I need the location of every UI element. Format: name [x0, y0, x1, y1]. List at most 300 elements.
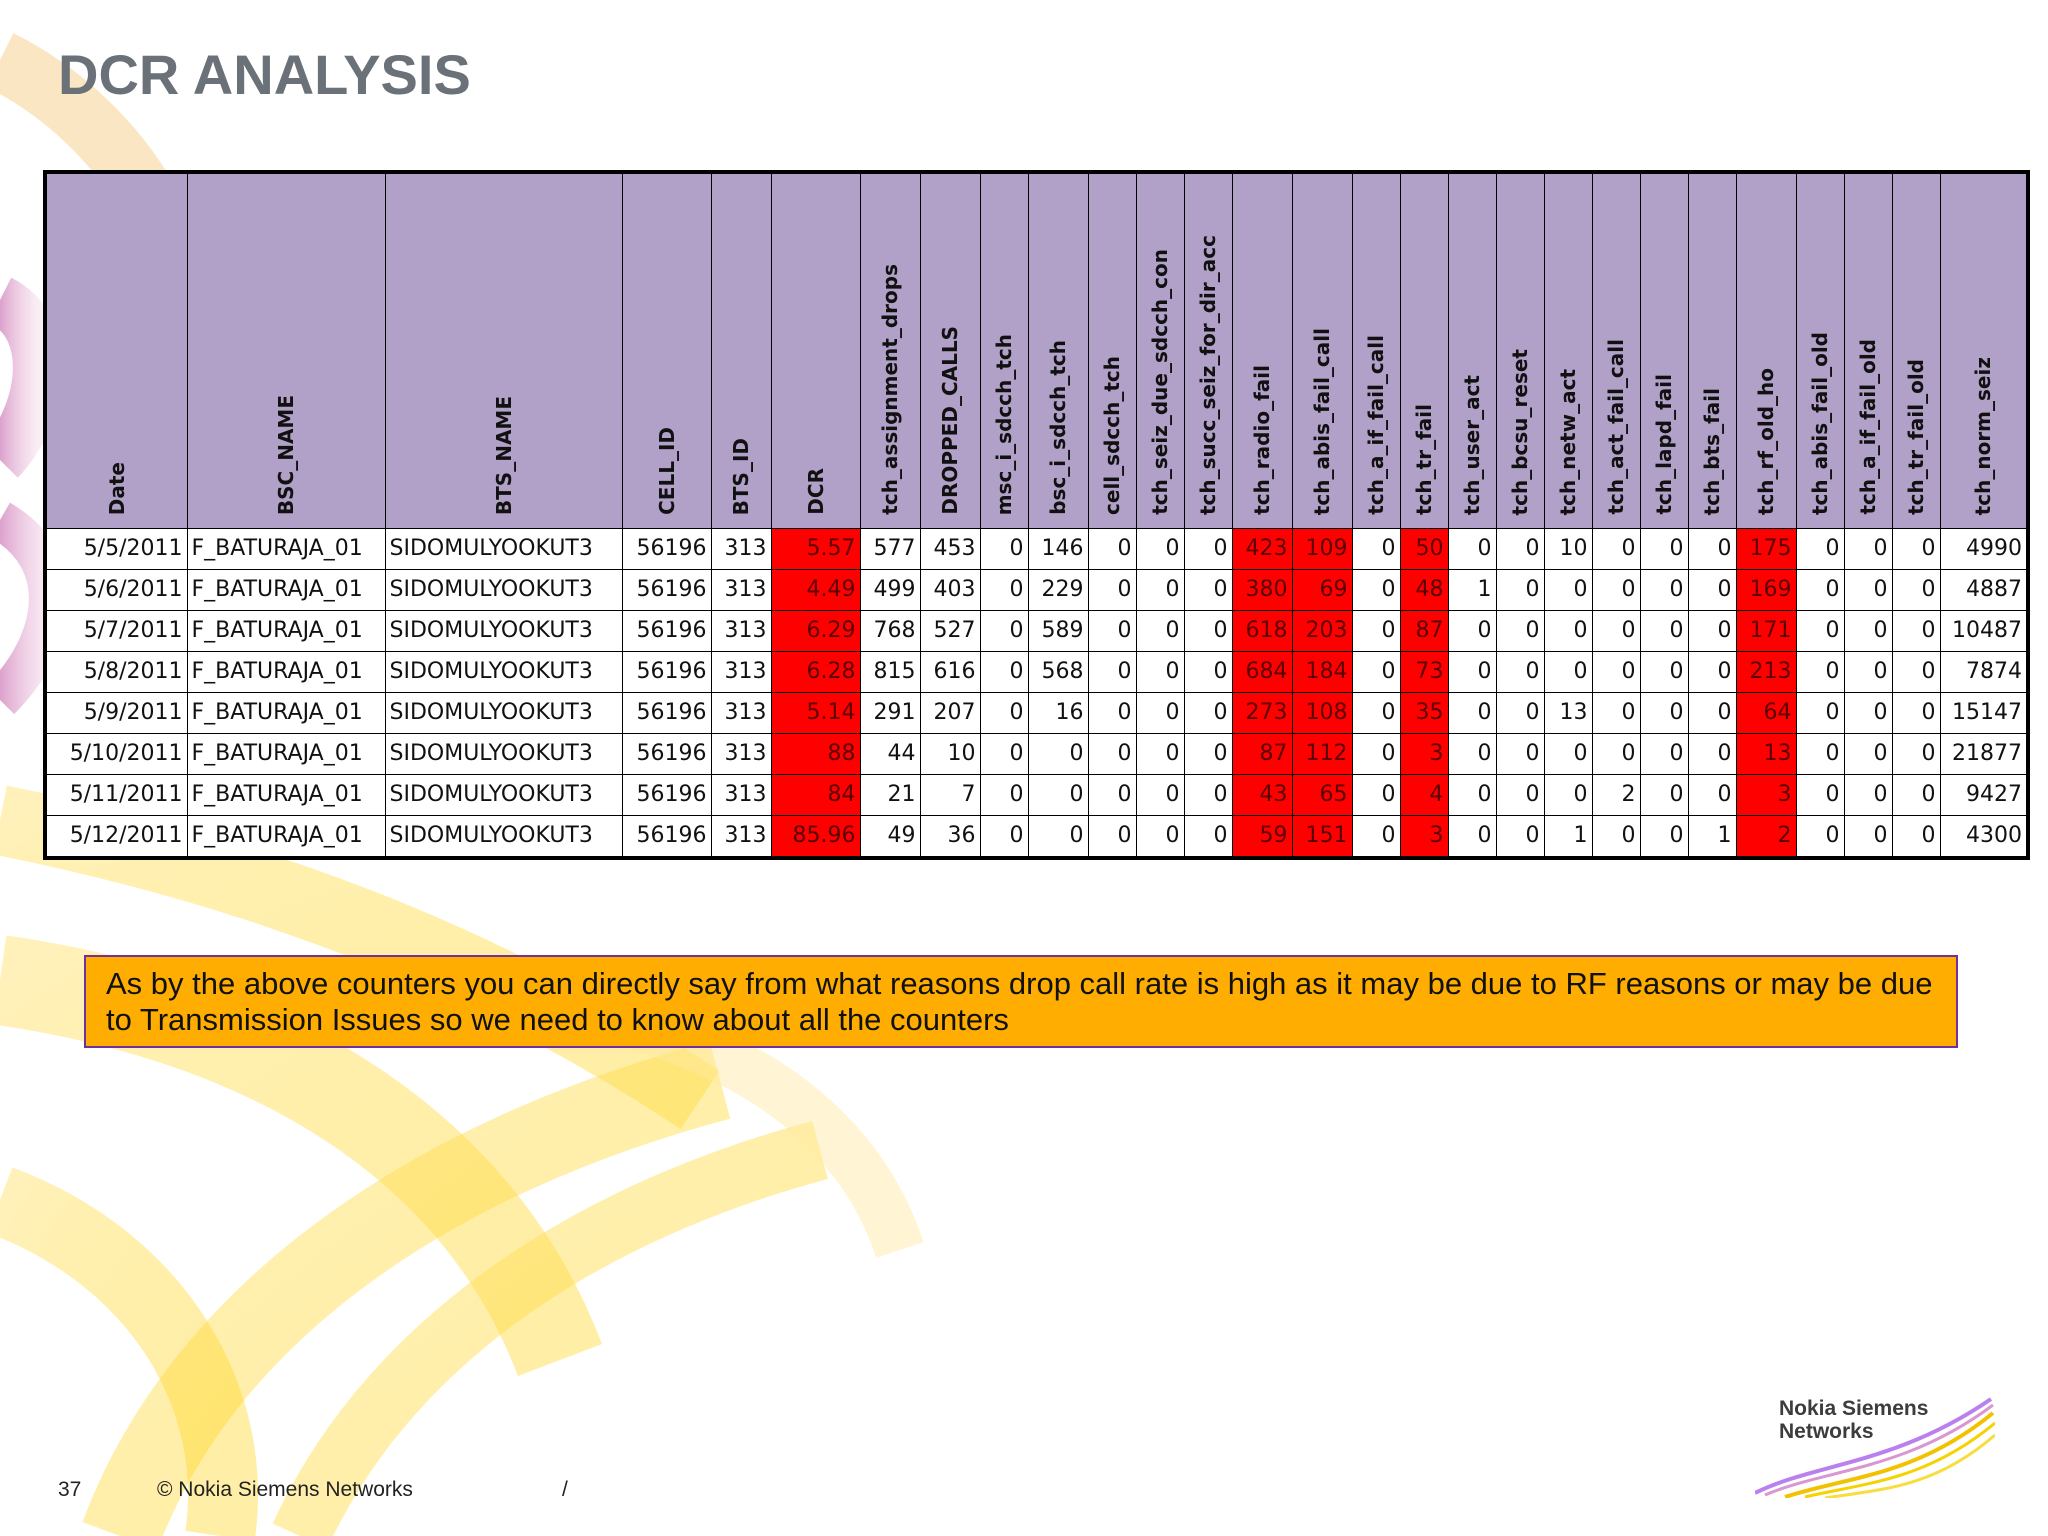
table-cell: 1 — [1688, 816, 1736, 859]
table-cell: 0 — [1796, 652, 1844, 693]
column-header — [1736, 172, 1796, 529]
table-cell: 0 — [1688, 775, 1736, 816]
table-row — [45, 816, 2028, 859]
table-row — [45, 734, 2028, 775]
table-cell: 21877 — [1940, 734, 2028, 775]
table-cell: 4887 — [1940, 570, 2028, 611]
table-cell: 151 — [1292, 816, 1352, 859]
table-cell: 313 — [711, 529, 771, 570]
footer-separator: / — [562, 1478, 568, 1501]
logo-line-2: Networks — [1779, 1420, 1874, 1443]
table-cell: 0 — [1544, 775, 1592, 816]
table-cell: 0 — [1688, 529, 1736, 570]
table-cell: 2 — [1736, 816, 1796, 859]
table-cell: 0 — [1892, 693, 1940, 734]
table-cell: 0 — [1352, 529, 1400, 570]
table-cell: 0 — [1496, 570, 1544, 611]
table-cell: 5/10/2011 — [45, 734, 187, 775]
table-cell: 0 — [1796, 693, 1844, 734]
note-callout — [84, 955, 1958, 1048]
table-cell: 64 — [1736, 693, 1796, 734]
table-cell: 2 — [1592, 775, 1640, 816]
table-cell: 65 — [1292, 775, 1352, 816]
column-header-label: BTS_ID — [729, 437, 753, 515]
table-cell: 0 — [1184, 775, 1232, 816]
note-text: As by the above counters you can directly say from what reasons drop call rate is high as it may be due to RF reasons or may be due to Transmission Issues so we need to know about all the counters — [106, 966, 1933, 1037]
column-header-label: tch_bts_fail — [1700, 387, 1724, 515]
table-cell: 1 — [1448, 570, 1496, 611]
table-cell: 0 — [1688, 734, 1736, 775]
column-header-label: tch_abis_fail_call — [1310, 327, 1334, 515]
table-cell: 684 — [1232, 652, 1292, 693]
table-cell: 50 — [1400, 529, 1448, 570]
table-cell: 0 — [1592, 570, 1640, 611]
table-cell: 0 — [1184, 529, 1232, 570]
table-cell: 0 — [1448, 734, 1496, 775]
column-header-label: tch_succ_seiz_for_dir_acc — [1196, 234, 1220, 515]
table-cell: 0 — [1448, 652, 1496, 693]
table-cell: 0 — [1088, 693, 1136, 734]
table-cell: 0 — [1184, 816, 1232, 859]
table-cell: 0 — [1028, 734, 1088, 775]
table-cell: 0 — [1892, 652, 1940, 693]
column-header — [1496, 172, 1544, 529]
table-cell: 0 — [1136, 570, 1184, 611]
table-cell: 0 — [980, 570, 1028, 611]
table-cell: 112 — [1292, 734, 1352, 775]
table-cell: 213 — [1736, 652, 1796, 693]
table-cell: 0 — [1844, 693, 1892, 734]
table-cell: 0 — [1544, 611, 1592, 652]
table-cell: 0 — [1352, 693, 1400, 734]
dcr-table-container — [43, 170, 2030, 860]
table-cell: 0 — [1688, 570, 1736, 611]
nsn-logo-text — [1779, 1397, 1928, 1443]
table-cell: 0 — [1088, 529, 1136, 570]
table-cell: F_BATURAJA_01 — [187, 693, 385, 734]
dcr-table — [43, 170, 2030, 860]
table-cell: 6.29 — [771, 611, 860, 652]
table-cell: 56196 — [622, 611, 711, 652]
table-cell: 0 — [1892, 529, 1940, 570]
table-cell: 56196 — [622, 775, 711, 816]
table-cell: 56196 — [622, 693, 711, 734]
column-header — [1088, 172, 1136, 529]
column-header-label: tch_tr_fail — [1412, 404, 1436, 515]
nsn-logo — [1755, 1393, 1995, 1498]
table-cell: 0 — [1844, 652, 1892, 693]
table-cell: 0 — [1640, 816, 1688, 859]
column-header — [860, 172, 920, 529]
table-cell: 589 — [1028, 611, 1088, 652]
column-header — [385, 172, 622, 529]
column-header-label: tch_bcsu_reset — [1508, 348, 1532, 515]
table-cell: 146 — [1028, 529, 1088, 570]
table-cell: 313 — [711, 693, 771, 734]
table-cell: 0 — [1496, 652, 1544, 693]
table-cell: 10487 — [1940, 611, 2028, 652]
table-cell: SIDOMULYOOKUT3 — [385, 775, 622, 816]
table-cell: 0 — [1088, 734, 1136, 775]
column-header — [1796, 172, 1844, 529]
table-cell: 0 — [1544, 570, 1592, 611]
table-cell: 3 — [1400, 734, 1448, 775]
table-cell: 36 — [920, 816, 980, 859]
table-cell: 0 — [1796, 611, 1844, 652]
column-header — [1844, 172, 1892, 529]
column-header — [1292, 172, 1352, 529]
table-cell: 568 — [1028, 652, 1088, 693]
column-header-label: tch_abis_fail_old — [1808, 331, 1832, 515]
table-cell: 0 — [980, 775, 1028, 816]
column-header — [980, 172, 1028, 529]
table-cell: 0 — [1352, 816, 1400, 859]
table-cell: 0 — [1496, 734, 1544, 775]
column-header — [1940, 172, 2028, 529]
table-cell: F_BATURAJA_01 — [187, 775, 385, 816]
table-cell: 56196 — [622, 816, 711, 859]
column-header — [622, 172, 711, 529]
table-cell: 109 — [1292, 529, 1352, 570]
table-cell: 48 — [1400, 570, 1448, 611]
table-cell: 5/11/2011 — [45, 775, 187, 816]
table-cell: 0 — [1544, 734, 1592, 775]
column-header-label: DCR — [803, 468, 828, 515]
table-cell: SIDOMULYOOKUT3 — [385, 652, 622, 693]
table-cell: 0 — [1448, 816, 1496, 859]
column-header — [1136, 172, 1184, 529]
table-cell: 229 — [1028, 570, 1088, 611]
table-cell: 0 — [1892, 570, 1940, 611]
table-cell: SIDOMULYOOKUT3 — [385, 693, 622, 734]
table-cell: 768 — [860, 611, 920, 652]
column-header-label: cell_sdcch_tch — [1100, 356, 1124, 515]
table-cell: 0 — [1844, 611, 1892, 652]
table-cell: 0 — [1844, 816, 1892, 859]
table-cell: F_BATURAJA_01 — [187, 816, 385, 859]
table-cell: F_BATURAJA_01 — [187, 652, 385, 693]
table-row — [45, 529, 2028, 570]
table-cell: 0 — [1592, 693, 1640, 734]
table-cell: 207 — [920, 693, 980, 734]
table-cell: 273 — [1232, 693, 1292, 734]
table-cell: 0 — [1640, 611, 1688, 652]
table-cell: 5/8/2011 — [45, 652, 187, 693]
table-cell: 7874 — [1940, 652, 2028, 693]
table-cell: 84 — [771, 775, 860, 816]
table-cell: 0 — [1088, 775, 1136, 816]
table-cell: 403 — [920, 570, 980, 611]
table-cell: 5/6/2011 — [45, 570, 187, 611]
column-header — [1400, 172, 1448, 529]
table-header-row — [45, 172, 2028, 529]
table-cell: 0 — [1544, 652, 1592, 693]
table-cell: 13 — [1736, 734, 1796, 775]
column-header-label: tch_rf_old_ho — [1754, 367, 1778, 515]
table-cell: 0 — [1088, 570, 1136, 611]
table-cell: 0 — [1592, 816, 1640, 859]
table-cell: 0 — [1640, 570, 1688, 611]
table-cell: 49 — [860, 816, 920, 859]
column-header-label: tch_a_if_fail_old — [1856, 339, 1880, 515]
table-cell: 184 — [1292, 652, 1352, 693]
column-header — [187, 172, 385, 529]
column-header — [1448, 172, 1496, 529]
table-cell: 0 — [1892, 775, 1940, 816]
table-cell: 0 — [1136, 529, 1184, 570]
table-cell: 313 — [711, 611, 771, 652]
table-cell: F_BATURAJA_01 — [187, 529, 385, 570]
table-cell: 35 — [1400, 693, 1448, 734]
table-cell: 4990 — [1940, 529, 2028, 570]
table-cell: 0 — [1184, 570, 1232, 611]
table-cell: 0 — [1640, 693, 1688, 734]
column-header-label: tch_seiz_due_sdcch_con — [1148, 249, 1172, 515]
table-cell: 175 — [1736, 529, 1796, 570]
column-header-label: tch_norm_seiz — [1971, 356, 1996, 515]
table-cell: 0 — [1352, 570, 1400, 611]
table-cell: 0 — [1136, 775, 1184, 816]
table-cell: 577 — [860, 529, 920, 570]
table-cell: 0 — [1448, 775, 1496, 816]
column-header-label: tch_tr_fail_old — [1904, 359, 1928, 515]
column-header-label: tch_act_fail_call — [1604, 339, 1628, 515]
table-cell: SIDOMULYOOKUT3 — [385, 734, 622, 775]
table-cell: 0 — [1496, 693, 1544, 734]
column-header — [1028, 172, 1088, 529]
table-cell: F_BATURAJA_01 — [187, 570, 385, 611]
table-cell: 0 — [1496, 611, 1544, 652]
table-cell: F_BATURAJA_01 — [187, 611, 385, 652]
table-cell: 0 — [1688, 611, 1736, 652]
table-cell: 0 — [1352, 775, 1400, 816]
table-body — [45, 529, 2028, 859]
table-cell: 0 — [1796, 570, 1844, 611]
table-cell: 6.28 — [771, 652, 860, 693]
table-cell: 10 — [1544, 529, 1592, 570]
table-cell: 313 — [711, 775, 771, 816]
column-header — [1592, 172, 1640, 529]
column-header-label: bsc_i_sdcch_tch — [1046, 340, 1070, 515]
table-cell: 0 — [1844, 734, 1892, 775]
table-cell: 56196 — [622, 652, 711, 693]
column-header-label: tch_user_act — [1460, 374, 1484, 515]
table-cell: 0 — [1136, 611, 1184, 652]
table-cell: 16 — [1028, 693, 1088, 734]
table-cell: 87 — [1400, 611, 1448, 652]
table-cell: 7 — [920, 775, 980, 816]
table-cell: 0 — [1028, 816, 1088, 859]
table-cell: 3 — [1736, 775, 1796, 816]
table-cell: 56196 — [622, 734, 711, 775]
table-cell: 0 — [980, 734, 1028, 775]
copyright-text: © Nokia Siemens Networks — [157, 1478, 413, 1501]
table-cell: 0 — [1184, 734, 1232, 775]
table-cell: 0 — [1028, 775, 1088, 816]
table-cell: 0 — [1448, 611, 1496, 652]
column-header — [920, 172, 980, 529]
column-header — [711, 172, 771, 529]
table-cell: 9427 — [1940, 775, 2028, 816]
table-cell: 0 — [1844, 529, 1892, 570]
table-cell: 5/7/2011 — [45, 611, 187, 652]
table-cell: 0 — [980, 529, 1028, 570]
column-header — [45, 172, 187, 529]
table-cell: 0 — [1688, 652, 1736, 693]
table-row — [45, 652, 2028, 693]
table-cell: 0 — [1088, 816, 1136, 859]
table-cell: 5.14 — [771, 693, 860, 734]
table-cell: 815 — [860, 652, 920, 693]
table-cell: 108 — [1292, 693, 1352, 734]
table-cell: 5/5/2011 — [45, 529, 187, 570]
column-header — [1184, 172, 1232, 529]
table-cell: 0 — [1640, 775, 1688, 816]
table-cell: 0 — [1184, 652, 1232, 693]
table-cell: F_BATURAJA_01 — [187, 734, 385, 775]
table-cell: 0 — [1448, 529, 1496, 570]
table-cell: 291 — [860, 693, 920, 734]
table-cell: 0 — [1640, 652, 1688, 693]
table-cell: 0 — [1352, 611, 1400, 652]
table-cell: 0 — [1592, 652, 1640, 693]
column-header-label: DROPPED_CALLS — [938, 326, 962, 515]
table-cell: 0 — [1496, 816, 1544, 859]
table-cell: 0 — [1592, 529, 1640, 570]
table-cell: 4.49 — [771, 570, 860, 611]
table-cell: 3 — [1400, 816, 1448, 859]
table-cell: 1 — [1544, 816, 1592, 859]
table-row — [45, 611, 2028, 652]
table-cell: 0 — [1592, 734, 1640, 775]
table-cell: 616 — [920, 652, 980, 693]
table-cell: 59 — [1232, 816, 1292, 859]
table-cell: 0 — [1496, 775, 1544, 816]
table-cell: SIDOMULYOOKUT3 — [385, 570, 622, 611]
table-cell: 69 — [1292, 570, 1352, 611]
table-cell: 0 — [1640, 734, 1688, 775]
column-header-label: tch_assignment_drops — [878, 264, 902, 515]
table-cell: 13 — [1544, 693, 1592, 734]
table-cell: 0 — [1688, 693, 1736, 734]
column-header — [1688, 172, 1736, 529]
table-cell: 0 — [1184, 693, 1232, 734]
column-header-label: tch_netw_act — [1556, 368, 1580, 515]
table-cell: 499 — [860, 570, 920, 611]
column-header-label: tch_lapd_fail — [1652, 374, 1676, 515]
table-cell: 313 — [711, 570, 771, 611]
table-cell: 44 — [860, 734, 920, 775]
table-cell: 0 — [1892, 734, 1940, 775]
table-cell: 0 — [1448, 693, 1496, 734]
table-row — [45, 570, 2028, 611]
table-cell: 0 — [1088, 652, 1136, 693]
table-cell: 203 — [1292, 611, 1352, 652]
table-cell: 313 — [711, 652, 771, 693]
table-cell: 0 — [1640, 529, 1688, 570]
table-cell: 87 — [1232, 734, 1292, 775]
table-cell: 171 — [1736, 611, 1796, 652]
table-cell: 0 — [1088, 611, 1136, 652]
table-cell: 313 — [711, 734, 771, 775]
column-header-label: msc_i_sdcch_tch — [992, 333, 1016, 515]
table-cell: 453 — [920, 529, 980, 570]
table-row — [45, 693, 2028, 734]
table-cell: 0 — [1136, 652, 1184, 693]
column-header — [771, 172, 860, 529]
table-cell: 0 — [980, 652, 1028, 693]
table-cell: 73 — [1400, 652, 1448, 693]
table-cell: 380 — [1232, 570, 1292, 611]
column-header — [1892, 172, 1940, 529]
table-cell: 0 — [1136, 693, 1184, 734]
table-cell: SIDOMULYOOKUT3 — [385, 529, 622, 570]
table-cell: 10 — [920, 734, 980, 775]
page-number: 37 — [58, 1478, 82, 1501]
table-cell: 0 — [980, 816, 1028, 859]
table-cell: 169 — [1736, 570, 1796, 611]
table-cell: 88 — [771, 734, 860, 775]
table-cell: 618 — [1232, 611, 1292, 652]
table-cell: 0 — [1136, 734, 1184, 775]
table-cell: 0 — [1496, 529, 1544, 570]
table-cell: 4300 — [1940, 816, 2028, 859]
table-cell: 5/9/2011 — [45, 693, 187, 734]
table-cell: 85.96 — [771, 816, 860, 859]
table-cell: 527 — [920, 611, 980, 652]
table-cell: 0 — [1796, 816, 1844, 859]
table-cell: 56196 — [622, 529, 711, 570]
table-cell: 0 — [980, 693, 1028, 734]
table-cell: 313 — [711, 816, 771, 859]
table-cell: 5.57 — [771, 529, 860, 570]
table-cell: 5/12/2011 — [45, 816, 187, 859]
table-cell: 423 — [1232, 529, 1292, 570]
column-header — [1352, 172, 1400, 529]
column-header-label: tch_a_if_fail_call — [1364, 335, 1388, 515]
table-cell: 0 — [1352, 734, 1400, 775]
table-cell: 0 — [1592, 611, 1640, 652]
column-header — [1232, 172, 1292, 529]
table-cell: 0 — [1796, 529, 1844, 570]
table-cell: 0 — [1844, 570, 1892, 611]
table-cell: SIDOMULYOOKUT3 — [385, 816, 622, 859]
table-cell: 0 — [1892, 816, 1940, 859]
table-cell: 15147 — [1940, 693, 2028, 734]
table-cell: 0 — [1892, 611, 1940, 652]
column-header-label: BTS_NAME — [491, 395, 516, 515]
logo-line-1: Nokia Siemens — [1779, 1397, 1929, 1420]
table-cell: 0 — [980, 611, 1028, 652]
slide-title: DCR ANALYSIS — [58, 43, 471, 106]
column-header — [1544, 172, 1592, 529]
table-cell: 0 — [1184, 611, 1232, 652]
column-header — [1640, 172, 1688, 529]
table-cell: 43 — [1232, 775, 1292, 816]
column-header-label: tch_radio_fail — [1250, 365, 1274, 515]
table-cell: 56196 — [622, 570, 711, 611]
table-cell: 4 — [1400, 775, 1448, 816]
column-header-label: BSC_NAME — [274, 394, 298, 515]
table-cell: 0 — [1136, 816, 1184, 859]
column-header-label: CELL_ID — [654, 427, 679, 515]
column-header-label: Date — [104, 461, 129, 515]
table-cell: 0 — [1796, 775, 1844, 816]
table-cell: 21 — [860, 775, 920, 816]
table-cell: 0 — [1796, 734, 1844, 775]
table-cell: 0 — [1844, 775, 1892, 816]
table-cell: SIDOMULYOOKUT3 — [385, 611, 622, 652]
